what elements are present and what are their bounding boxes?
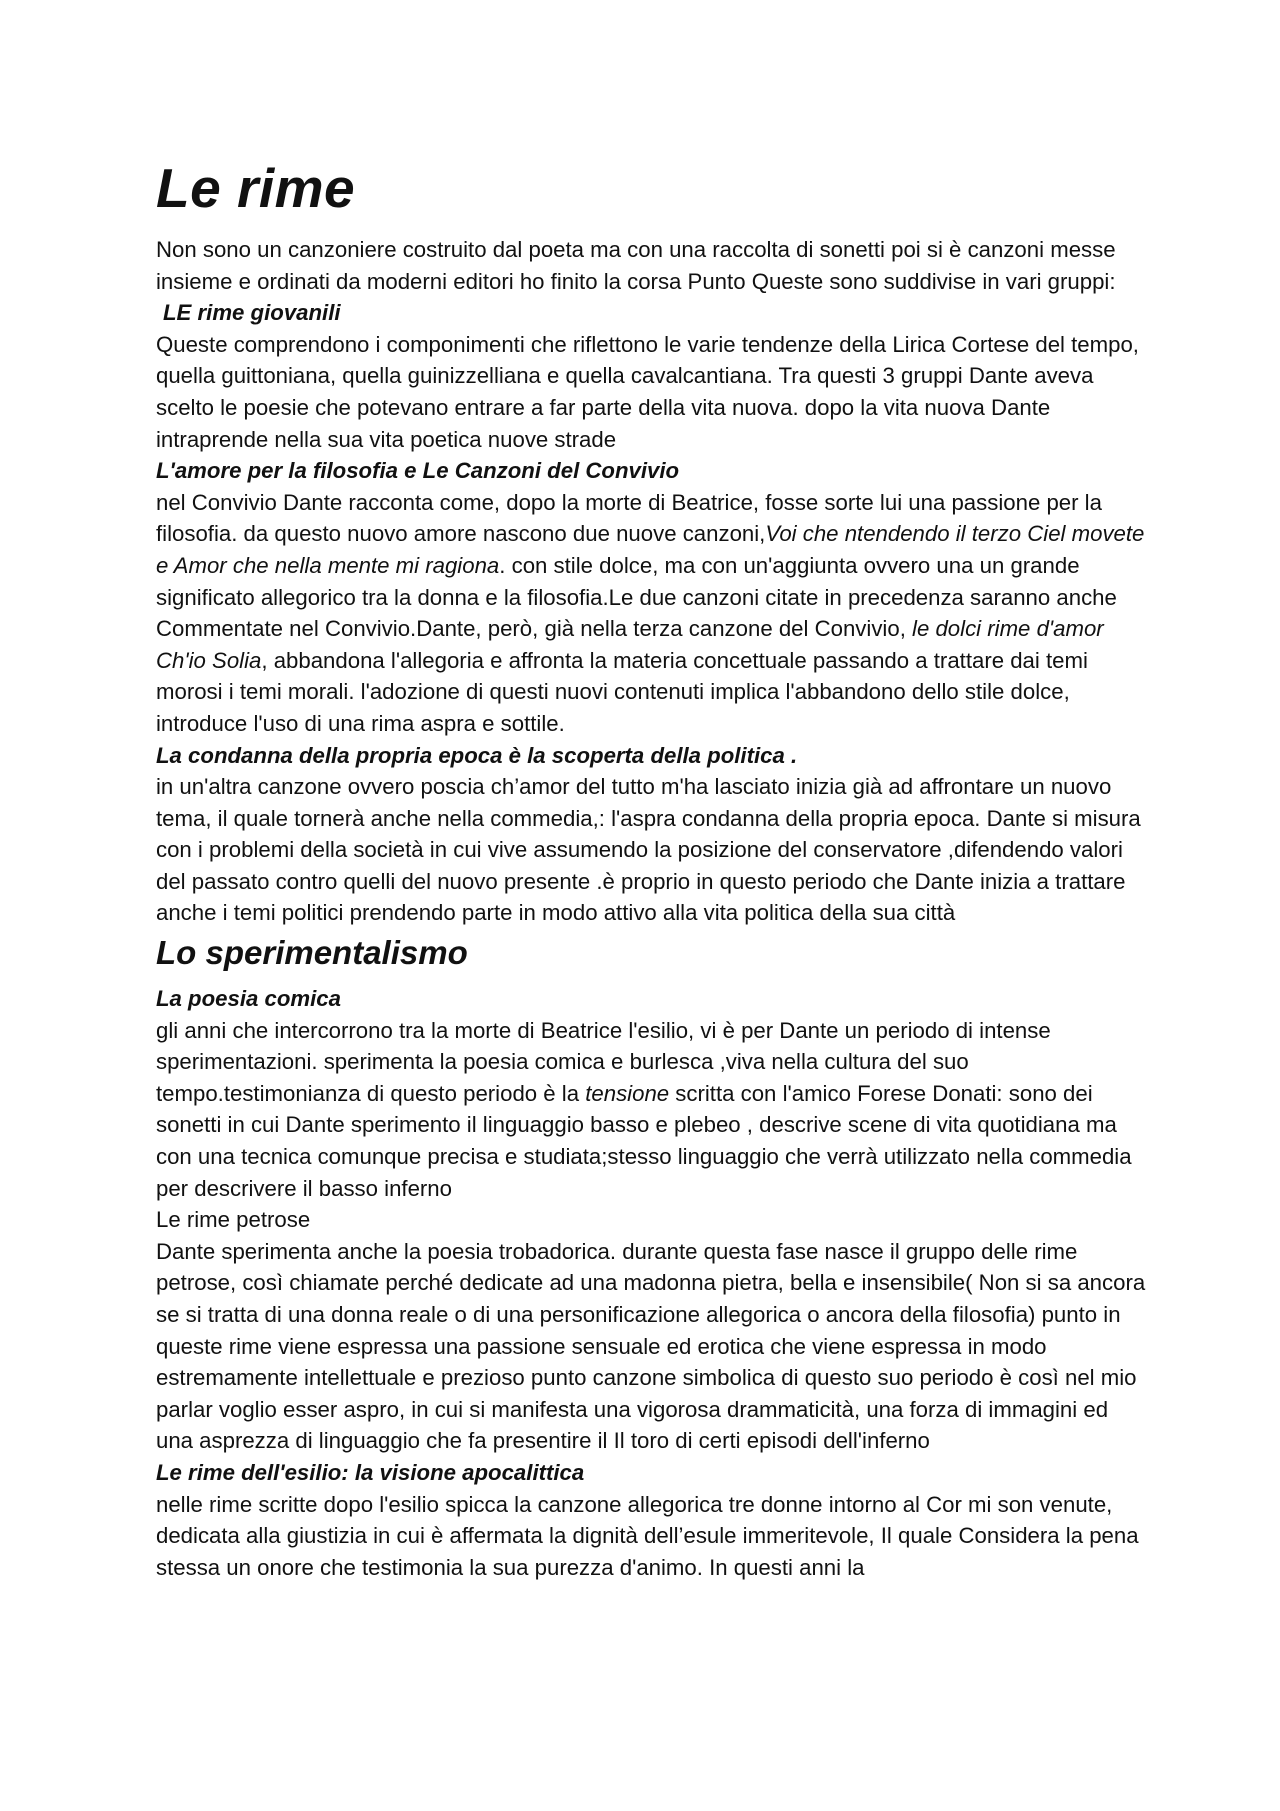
- paragraph-rime-esilio: nelle rime scritte dopo l'esilio spicca la canzone allegorica tre donne intorno al Cor mi son venute, dedicata alla giustizia in cui è affermata la dignità dell’esule immeritevole, Il quale Considera la pena stessa un onore che testimonia la sua purezza d'animo. In questi anni la: [156, 1491, 1139, 1580]
- text-segment: scritta con l'amico Forese Donati: sono dei sonetti in cui Dante sperimento il linguaggio basso e plebeo , descrive scene di vita quotidiana ma con una tecnica comunque precisa e studiata;stesso linguaggio che verrà utilizzato nella commedia per descrivere il basso inferno: [156, 1080, 1132, 1201]
- heading-poesia-comica: La poesia comica: [156, 986, 341, 1012]
- italic-title-segment: Voi che ntendendo il terzo Ciel movete e Amor che nella mente mi ragiona: [156, 521, 1145, 578]
- heading-filosofia-convivio: L'amore per la filosofia e Le Canzoni del Convivio: [156, 458, 680, 484]
- text-segment: . con stile dolce, ma con un'aggiunta ovvero una un grande significato allegorico tra la donna e la filosofia.Le due canzoni citate in precedenza saranno anche Commentate nel Convivio.Dante, però, già nella terza canzone del Convivio,: [156, 552, 1117, 642]
- paragraph-filosofia-convivio: [156, 487, 1146, 740]
- paragraph-poesia-comica: [156, 1015, 1146, 1205]
- heading-rime-giovanili: LE rime giovanili: [163, 300, 341, 326]
- paragraph-rime-petrose: Dante sperimenta anche la poesia trobadorica. durante questa fase nasce il gruppo delle rime petrose, così chiamate perché dedicate ad una madonna pietra, bella e insensibile( Non si sa ancora se si tratta di una donna reale o di una personificazione allegorica o ancora della filosofia) punto in queste rime viene espressa una passione sensuale ed erotica che viene espressa in modo estremamente intellettuale e prezioso punto canzone simbolica di questo suo periodo è così nel mio parlar voglio esser aspro, in cui si manifesta una vigorosa drammaticità, una forza di immagini ed una asprezza di linguaggio che fa presentire il Il toro di certi episodi dell'inferno: [156, 1238, 1146, 1454]
- text-segment: , abbandona l'allegoria e affronta la materia concettuale passando a trattare dai temi morosi i temi morali. l'adozione di questi nuovi contenuti implica l'abbandono dello stile dolce, introduce l'uso di una rima aspra e sottile.: [156, 647, 1088, 736]
- intro-paragraph: Non sono un canzoniere costruito dal poeta ma con una raccolta di sonetti poi si è canzoni messe insieme e ordinati da moderni editori ho finito la corsa Punto Queste sono suddivise in vari gruppi:: [156, 237, 1116, 294]
- heading-rime-petrose: Le rime petrose: [156, 1207, 311, 1233]
- heading-rime-esilio: Le rime dell'esilio: la visione apocalittica: [156, 1459, 585, 1485]
- text-segment: nel Convivio Dante racconta come, dopo la morte di Beatrice, fosse sorte lui una passione per la filosofia. da questo nuovo amore nascono due nuove canzoni,: [156, 489, 1102, 547]
- text-segment: gli anni che intercorrono tra la morte di Beatrice l'esilio, vi è per Dante un periodo di intense sperimentazioni. sperimenta la poesia comica e burlesca ,viva nella cultura del suo tempo.testimonianza di questo periodo è la: [156, 1017, 1051, 1106]
- document-page: [156, 156, 1146, 1583]
- paragraph-rime-giovanili: Queste comprendono i componimenti che riflettono le varie tendenze della Lirica Cortese del tempo, quella guittoniana, quella guinizzelliana e quella cavalcantiana. Tra questi 3 gruppi Dante aveva scelto le poesie che potevano entrare a far parte della vita nuova. dopo la vita nuova Dante intraprende nella sua vita poetica nuove strade: [156, 331, 1139, 452]
- italic-title-segment: le dolci rime d'amor Ch'io Solia: [156, 616, 1104, 673]
- heading-condanna-epoca: La condanna della propria epoca è la scoperta della politica .: [156, 742, 798, 768]
- italic-word-segment: tensione: [585, 1080, 670, 1106]
- section-title-sperimentalismo: Lo sperimentalismo: [156, 934, 468, 972]
- document-title: Le rime: [156, 157, 356, 219]
- paragraph-condanna-epoca: in un'altra canzone ovvero poscia ch’amor del tutto m'ha lasciato inizia già ad affrontare un nuovo tema, il quale tornerà anche nella commedia,: l'aspra condanna della propria epoca. Dante si misura con i problemi della società in cui vive assumendo la posizione del conservatore ,difendendo valori del passato contro quelli del nuovo presente .è proprio in questo periodo che Dante inizia a trattare anche i temi politici prendendo parte in modo attivo alla vita politica della sua città: [156, 774, 1141, 926]
